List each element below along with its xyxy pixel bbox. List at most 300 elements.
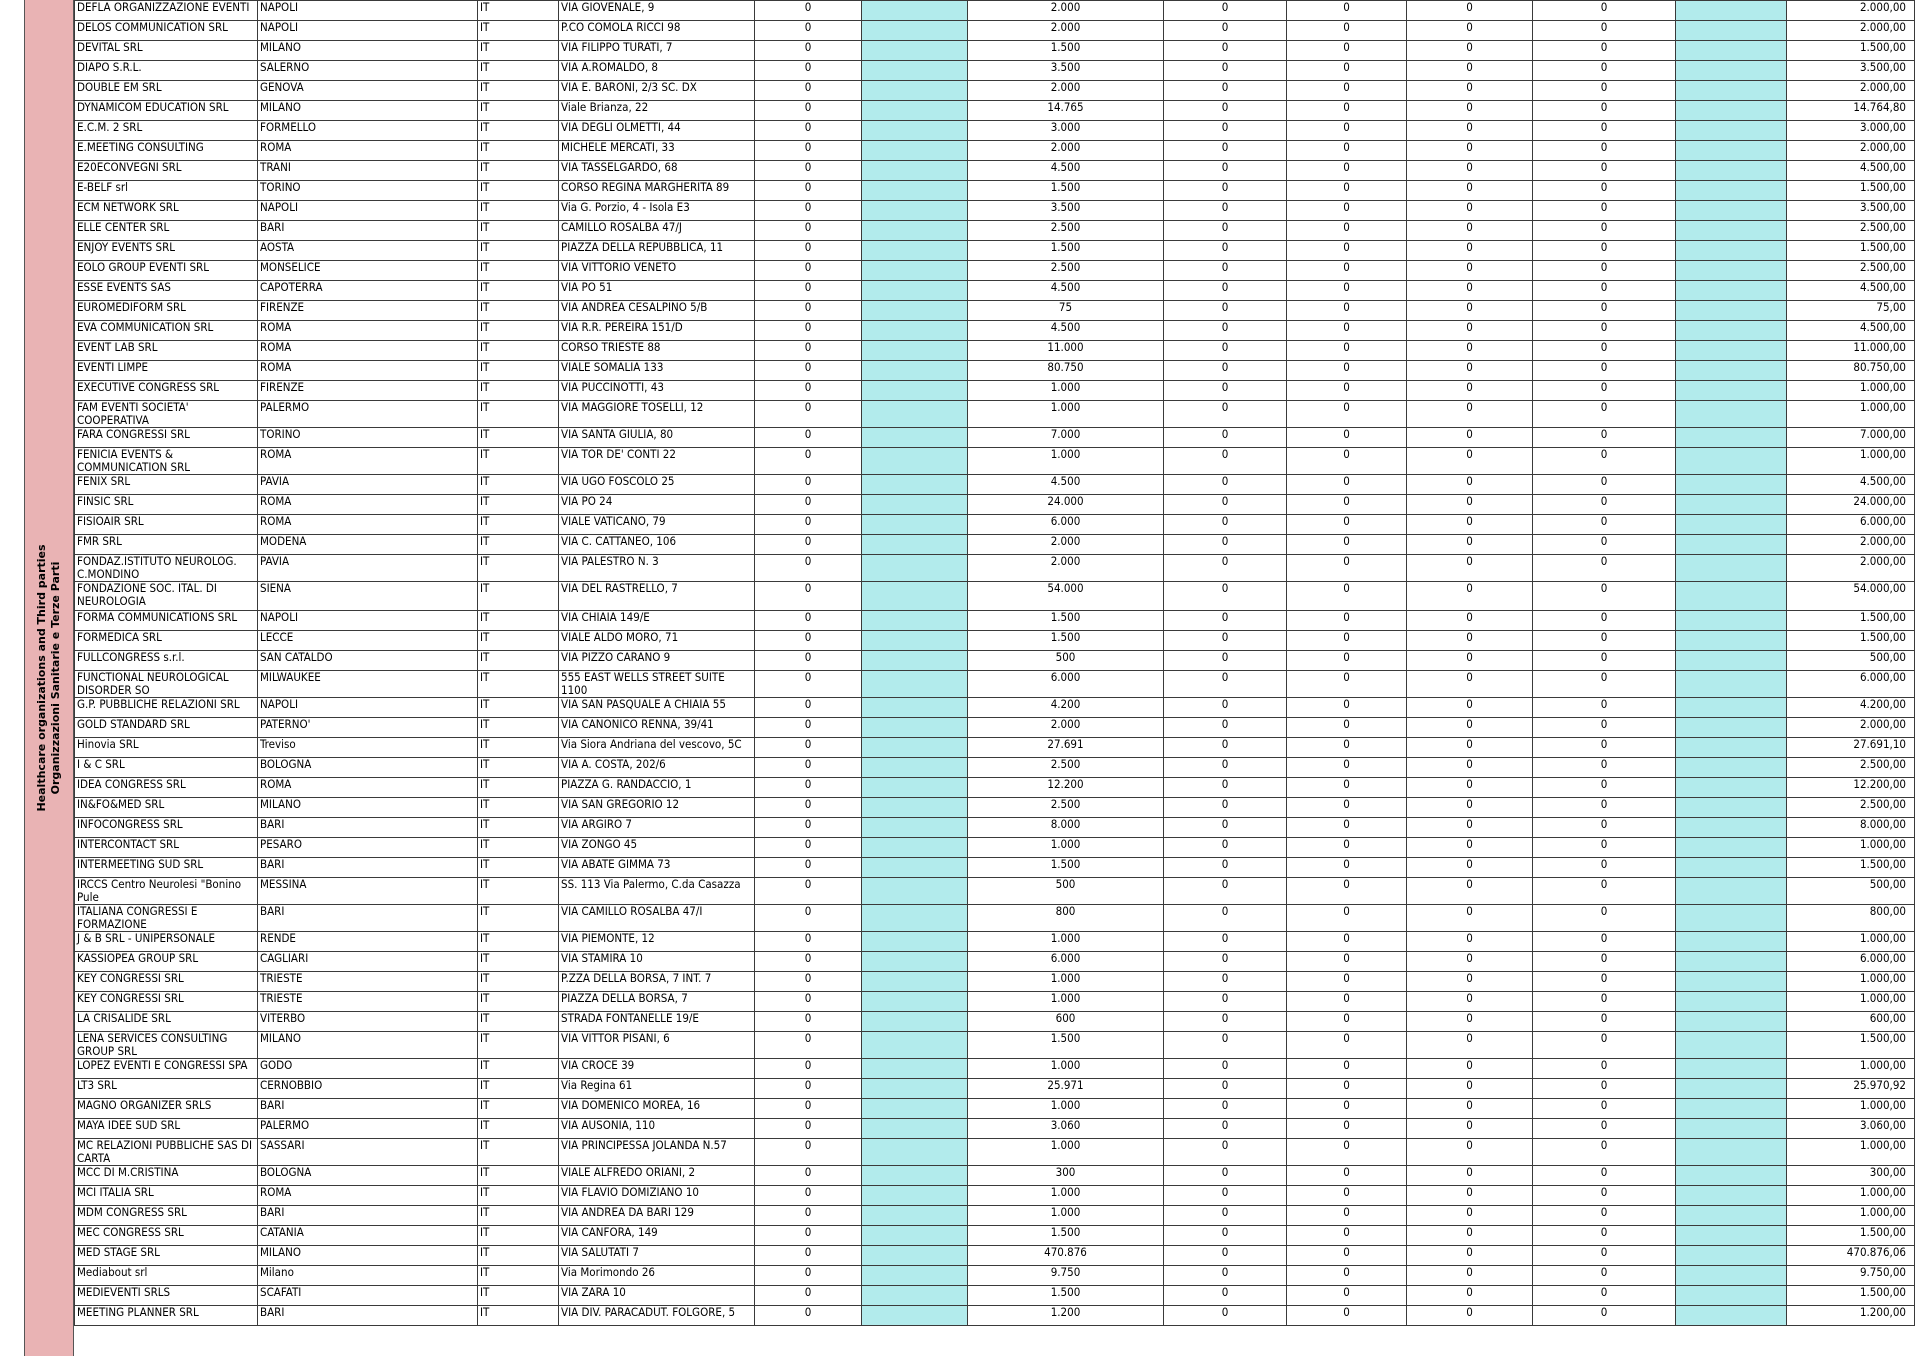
country-cell: IT	[478, 972, 559, 992]
table-row	[75, 905, 1915, 932]
value-cell-6: 0	[1407, 1059, 1533, 1079]
city-cell: PALERMO	[258, 1119, 478, 1139]
value-cell-7: 0	[1533, 281, 1676, 301]
city-cell: GENOVA	[258, 81, 478, 101]
value-cell-7: 0	[1533, 698, 1676, 718]
address-cell: PIAZZA DELLA BORSA, 7	[559, 992, 755, 1012]
value-cell-5: 0	[1287, 878, 1407, 905]
value-cell-6: 0	[1407, 798, 1533, 818]
name-cell: FUNCTIONAL NEUROLOGICAL DISORDER SO	[75, 671, 258, 698]
value-cell-1: 0	[755, 972, 862, 992]
country-cell: IT	[478, 582, 559, 611]
name-cell: E.MEETING CONSULTING	[75, 141, 258, 161]
amount-cell: 1.000	[968, 932, 1164, 952]
address-cell: VIA GIOVENALE, 9	[559, 1, 755, 21]
table-row	[75, 141, 1915, 161]
name-cell: MEC CONGRESS SRL	[75, 1226, 258, 1246]
highlight-cell	[862, 905, 968, 932]
highlight-cell	[1676, 611, 1787, 631]
total-cell: 14.764,80	[1787, 101, 1915, 121]
country-cell: IT	[478, 1266, 559, 1286]
value-cell-5: 0	[1287, 381, 1407, 401]
value-cell-7: 0	[1533, 631, 1676, 651]
value-cell-4: 0	[1164, 1226, 1287, 1246]
highlight-cell	[1676, 1186, 1787, 1206]
value-cell-4: 0	[1164, 41, 1287, 61]
value-cell-6: 0	[1407, 1186, 1533, 1206]
value-cell-4: 0	[1164, 301, 1287, 321]
value-cell-4: 0	[1164, 1079, 1287, 1099]
value-cell-4: 0	[1164, 1032, 1287, 1059]
value-cell-1: 0	[755, 952, 862, 972]
country-cell: IT	[478, 281, 559, 301]
highlight-cell	[1676, 495, 1787, 515]
value-cell-5: 0	[1287, 718, 1407, 738]
table-row	[75, 1286, 1915, 1306]
highlight-cell	[1676, 798, 1787, 818]
value-cell-6: 0	[1407, 651, 1533, 671]
amount-cell: 1.000	[968, 401, 1164, 428]
value-cell-7: 0	[1533, 758, 1676, 778]
highlight-cell	[1676, 992, 1787, 1012]
table-row	[75, 1266, 1915, 1286]
amount-cell: 2.500	[968, 758, 1164, 778]
name-cell: IN&FO&MED SRL	[75, 798, 258, 818]
city-cell: PATERNO'	[258, 718, 478, 738]
city-cell: ROMA	[258, 495, 478, 515]
table-row	[75, 41, 1915, 61]
highlight-cell	[862, 101, 968, 121]
name-cell: FENIX SRL	[75, 475, 258, 495]
name-cell: INTERMEETING SUD SRL	[75, 858, 258, 878]
address-cell: VIA SAN GREGORIO 12	[559, 798, 755, 818]
total-cell: 1.500,00	[1787, 858, 1915, 878]
value-cell-4: 0	[1164, 1, 1287, 21]
value-cell-7: 0	[1533, 428, 1676, 448]
table-row	[75, 698, 1915, 718]
value-cell-1: 0	[755, 301, 862, 321]
value-cell-5: 0	[1287, 631, 1407, 651]
total-cell: 800,00	[1787, 905, 1915, 932]
value-cell-4: 0	[1164, 555, 1287, 582]
value-cell-6: 0	[1407, 21, 1533, 41]
highlight-cell	[1676, 952, 1787, 972]
table-row	[75, 671, 1915, 698]
value-cell-5: 0	[1287, 361, 1407, 381]
address-cell: VIALE ALDO MORO, 71	[559, 631, 755, 651]
highlight-cell	[862, 1119, 968, 1139]
highlight-cell	[862, 535, 968, 555]
highlight-cell	[1676, 1246, 1787, 1266]
table-row	[75, 932, 1915, 952]
city-cell: ROMA	[258, 778, 478, 798]
value-cell-4: 0	[1164, 858, 1287, 878]
value-cell-6: 0	[1407, 321, 1533, 341]
value-cell-4: 0	[1164, 535, 1287, 555]
value-cell-5: 0	[1287, 495, 1407, 515]
country-cell: IT	[478, 401, 559, 428]
amount-cell: 4.200	[968, 698, 1164, 718]
value-cell-5: 0	[1287, 221, 1407, 241]
value-cell-4: 0	[1164, 121, 1287, 141]
value-cell-4: 0	[1164, 932, 1287, 952]
value-cell-7: 0	[1533, 1226, 1676, 1246]
amount-cell: 1.500	[968, 631, 1164, 651]
highlight-cell	[862, 221, 968, 241]
city-cell: NAPOLI	[258, 201, 478, 221]
value-cell-1: 0	[755, 281, 862, 301]
value-cell-7: 0	[1533, 651, 1676, 671]
highlight-cell	[862, 241, 968, 261]
address-cell: VIA TOR DE' CONTI 22	[559, 448, 755, 475]
table-body	[75, 1, 1915, 1326]
value-cell-6: 0	[1407, 631, 1533, 651]
value-cell-4: 0	[1164, 972, 1287, 992]
name-cell: EXECUTIVE CONGRESS SRL	[75, 381, 258, 401]
highlight-cell	[1676, 428, 1787, 448]
value-cell-6: 0	[1407, 818, 1533, 838]
value-cell-5: 0	[1287, 1099, 1407, 1119]
country-cell: IT	[478, 41, 559, 61]
country-cell: IT	[478, 21, 559, 41]
value-cell-1: 0	[755, 21, 862, 41]
value-cell-1: 0	[755, 1186, 862, 1206]
name-cell: MAYA IDEE SUD SRL	[75, 1119, 258, 1139]
table-row	[75, 341, 1915, 361]
city-cell: RENDE	[258, 932, 478, 952]
country-cell: IT	[478, 631, 559, 651]
total-cell: 500,00	[1787, 878, 1915, 905]
value-cell-1: 0	[755, 1012, 862, 1032]
total-cell: 2.500,00	[1787, 261, 1915, 281]
value-cell-1: 0	[755, 241, 862, 261]
total-cell: 600,00	[1787, 1012, 1915, 1032]
value-cell-1: 0	[755, 698, 862, 718]
total-cell: 7.000,00	[1787, 428, 1915, 448]
country-cell: IT	[478, 381, 559, 401]
highlight-cell	[1676, 778, 1787, 798]
city-cell: FORMELLO	[258, 121, 478, 141]
name-cell: I & C SRL	[75, 758, 258, 778]
value-cell-7: 0	[1533, 1032, 1676, 1059]
value-cell-5: 0	[1287, 201, 1407, 221]
value-cell-7: 0	[1533, 838, 1676, 858]
value-cell-4: 0	[1164, 952, 1287, 972]
total-cell: 6.000,00	[1787, 952, 1915, 972]
city-cell: MODENA	[258, 535, 478, 555]
name-cell: FULLCONGRESS s.r.l.	[75, 651, 258, 671]
address-cell: VIA PO 51	[559, 281, 755, 301]
country-cell: IT	[478, 858, 559, 878]
country-cell: IT	[478, 1286, 559, 1306]
highlight-cell	[862, 671, 968, 698]
total-cell: 1.000,00	[1787, 381, 1915, 401]
highlight-cell	[1676, 878, 1787, 905]
total-cell: 1.000,00	[1787, 838, 1915, 858]
city-cell: VITERBO	[258, 1012, 478, 1032]
table-row	[75, 61, 1915, 81]
value-cell-1: 0	[755, 201, 862, 221]
value-cell-1: 0	[755, 361, 862, 381]
value-cell-7: 0	[1533, 798, 1676, 818]
highlight-cell	[1676, 555, 1787, 582]
value-cell-1: 0	[755, 535, 862, 555]
highlight-cell	[1676, 818, 1787, 838]
highlight-cell	[862, 972, 968, 992]
name-cell: MCI ITALIA SRL	[75, 1186, 258, 1206]
value-cell-1: 0	[755, 932, 862, 952]
value-cell-4: 0	[1164, 281, 1287, 301]
name-cell: DIAPO S.R.L.	[75, 61, 258, 81]
name-cell: ESSE EVENTS SAS	[75, 281, 258, 301]
highlight-cell	[1676, 972, 1787, 992]
amount-cell: 1.200	[968, 1306, 1164, 1326]
amount-cell: 600	[968, 1012, 1164, 1032]
table-row	[75, 972, 1915, 992]
city-cell: SIENA	[258, 582, 478, 611]
value-cell-6: 0	[1407, 475, 1533, 495]
value-cell-4: 0	[1164, 161, 1287, 181]
value-cell-7: 0	[1533, 582, 1676, 611]
amount-cell: 2.000	[968, 1, 1164, 21]
table-row	[75, 1186, 1915, 1206]
value-cell-5: 0	[1287, 341, 1407, 361]
name-cell: LT3 SRL	[75, 1079, 258, 1099]
table-row	[75, 281, 1915, 301]
amount-cell: 500	[968, 878, 1164, 905]
value-cell-7: 0	[1533, 1079, 1676, 1099]
highlight-cell	[862, 475, 968, 495]
country-cell: IT	[478, 161, 559, 181]
city-cell: NAPOLI	[258, 1, 478, 21]
address-cell: VIA ZONGO 45	[559, 838, 755, 858]
name-cell: Hinovia SRL	[75, 738, 258, 758]
country-cell: IT	[478, 515, 559, 535]
total-cell: 2.000,00	[1787, 141, 1915, 161]
value-cell-7: 0	[1533, 515, 1676, 535]
highlight-cell	[1676, 932, 1787, 952]
value-cell-4: 0	[1164, 778, 1287, 798]
address-cell: P.CO COMOLA RICCI 98	[559, 21, 755, 41]
name-cell: FENICIA EVENTS & COMMUNICATION SRL	[75, 448, 258, 475]
amount-cell: 3.000	[968, 121, 1164, 141]
address-cell: CORSO TRIESTE 88	[559, 341, 755, 361]
value-cell-5: 0	[1287, 758, 1407, 778]
country-cell: IT	[478, 1012, 559, 1032]
value-cell-6: 0	[1407, 718, 1533, 738]
highlight-cell	[862, 952, 968, 972]
table-row	[75, 631, 1915, 651]
value-cell-5: 0	[1287, 101, 1407, 121]
highlight-cell	[1676, 261, 1787, 281]
value-cell-4: 0	[1164, 1286, 1287, 1306]
value-cell-7: 0	[1533, 401, 1676, 428]
name-cell: DEFLA ORGANIZZAZIONE EVENTI	[75, 1, 258, 21]
amount-cell: 2.500	[968, 798, 1164, 818]
highlight-cell	[862, 818, 968, 838]
value-cell-6: 0	[1407, 241, 1533, 261]
country-cell: IT	[478, 535, 559, 555]
value-cell-1: 0	[755, 798, 862, 818]
address-cell: VIA ANDREA DA BARI 129	[559, 1206, 755, 1226]
total-cell: 500,00	[1787, 651, 1915, 671]
country-cell: IT	[478, 141, 559, 161]
highlight-cell	[862, 1166, 968, 1186]
table-row	[75, 21, 1915, 41]
amount-cell: 300	[968, 1166, 1164, 1186]
address-cell: VIA PRINCIPESSA JOLANDA N.57	[559, 1139, 755, 1166]
value-cell-5: 0	[1287, 1206, 1407, 1226]
address-cell: VIA SANTA GIULIA, 80	[559, 428, 755, 448]
country-cell: IT	[478, 932, 559, 952]
value-cell-5: 0	[1287, 121, 1407, 141]
amount-cell: 12.200	[968, 778, 1164, 798]
value-cell-7: 0	[1533, 992, 1676, 1012]
highlight-cell	[862, 698, 968, 718]
value-cell-5: 0	[1287, 798, 1407, 818]
amount-cell: 7.000	[968, 428, 1164, 448]
highlight-cell	[862, 838, 968, 858]
city-cell: Milano	[258, 1266, 478, 1286]
city-cell: BARI	[258, 818, 478, 838]
value-cell-6: 0	[1407, 1246, 1533, 1266]
total-cell: 9.750,00	[1787, 1266, 1915, 1286]
name-cell: FARA CONGRESSI SRL	[75, 428, 258, 448]
value-cell-6: 0	[1407, 448, 1533, 475]
name-cell: ENJOY EVENTS SRL	[75, 241, 258, 261]
highlight-cell	[1676, 1266, 1787, 1286]
country-cell: IT	[478, 798, 559, 818]
highlight-cell	[1676, 141, 1787, 161]
total-cell: 3.500,00	[1787, 61, 1915, 81]
highlight-cell	[862, 718, 968, 738]
city-cell: MILANO	[258, 798, 478, 818]
address-cell: PIAZZA G. RANDACCIO, 1	[559, 778, 755, 798]
value-cell-5: 0	[1287, 321, 1407, 341]
total-cell: 2.000,00	[1787, 718, 1915, 738]
table-row	[75, 738, 1915, 758]
country-cell: IT	[478, 671, 559, 698]
value-cell-1: 0	[755, 101, 862, 121]
value-cell-1: 0	[755, 1226, 862, 1246]
table-row	[75, 992, 1915, 1012]
value-cell-4: 0	[1164, 838, 1287, 858]
value-cell-4: 0	[1164, 1139, 1287, 1166]
highlight-cell	[862, 381, 968, 401]
total-cell: 470.876,06	[1787, 1246, 1915, 1266]
address-cell: CAMILLO ROSALBA 47/J	[559, 221, 755, 241]
city-cell: ROMA	[258, 448, 478, 475]
value-cell-5: 0	[1287, 818, 1407, 838]
value-cell-5: 0	[1287, 738, 1407, 758]
value-cell-4: 0	[1164, 738, 1287, 758]
city-cell: BARI	[258, 1099, 478, 1119]
name-cell: ELLE CENTER SRL	[75, 221, 258, 241]
country-cell: IT	[478, 101, 559, 121]
value-cell-7: 0	[1533, 181, 1676, 201]
table-row	[75, 1099, 1915, 1119]
highlight-cell	[862, 495, 968, 515]
name-cell: E20ECONVEGNI SRL	[75, 161, 258, 181]
address-cell: VIA R.R. PEREIRA 151/D	[559, 321, 755, 341]
value-cell-7: 0	[1533, 1119, 1676, 1139]
highlight-cell	[1676, 535, 1787, 555]
country-cell: IT	[478, 838, 559, 858]
value-cell-1: 0	[755, 401, 862, 428]
address-cell: VIA ABATE GIMMA 73	[559, 858, 755, 878]
value-cell-6: 0	[1407, 281, 1533, 301]
highlight-cell	[862, 631, 968, 651]
value-cell-5: 0	[1287, 905, 1407, 932]
country-cell: IT	[478, 738, 559, 758]
table-row	[75, 555, 1915, 582]
value-cell-4: 0	[1164, 101, 1287, 121]
city-cell: ROMA	[258, 141, 478, 161]
value-cell-6: 0	[1407, 41, 1533, 61]
highlight-cell	[1676, 905, 1787, 932]
value-cell-1: 0	[755, 81, 862, 101]
highlight-cell	[1676, 221, 1787, 241]
city-cell: SAN CATALDO	[258, 651, 478, 671]
value-cell-5: 0	[1287, 301, 1407, 321]
country-cell: IT	[478, 201, 559, 221]
value-cell-4: 0	[1164, 21, 1287, 41]
table-row	[75, 201, 1915, 221]
name-cell: EVA COMMUNICATION SRL	[75, 321, 258, 341]
total-cell: 1.000,00	[1787, 972, 1915, 992]
value-cell-7: 0	[1533, 361, 1676, 381]
name-cell: EVENT LAB SRL	[75, 341, 258, 361]
country-cell: IT	[478, 1139, 559, 1166]
amount-cell: 2.000	[968, 555, 1164, 582]
value-cell-4: 0	[1164, 361, 1287, 381]
address-cell: VIA FLAVIO DOMIZIANO 10	[559, 1186, 755, 1206]
country-cell: IT	[478, 778, 559, 798]
total-cell: 4.200,00	[1787, 698, 1915, 718]
country-cell: IT	[478, 1186, 559, 1206]
value-cell-6: 0	[1407, 952, 1533, 972]
address-cell: CORSO REGINA MARGHERITA 89	[559, 181, 755, 201]
address-cell: VIA VITTOR PISANI, 6	[559, 1032, 755, 1059]
name-cell: GOLD STANDARD SRL	[75, 718, 258, 738]
total-cell: 1.000,00	[1787, 1139, 1915, 1166]
value-cell-4: 0	[1164, 718, 1287, 738]
country-cell: IT	[478, 121, 559, 141]
amount-cell: 1.000	[968, 1059, 1164, 1079]
value-cell-7: 0	[1533, 778, 1676, 798]
value-cell-1: 0	[755, 611, 862, 631]
city-cell: MILWAUKEE	[258, 671, 478, 698]
value-cell-5: 0	[1287, 261, 1407, 281]
highlight-cell	[862, 778, 968, 798]
city-cell: BARI	[258, 1306, 478, 1326]
total-cell: 2.000,00	[1787, 555, 1915, 582]
address-cell: VIA VITTORIO VENETO	[559, 261, 755, 281]
amount-cell: 27.691	[968, 738, 1164, 758]
city-cell: BARI	[258, 858, 478, 878]
value-cell-5: 0	[1287, 778, 1407, 798]
name-cell: LENA SERVICES CONSULTING GROUP SRL	[75, 1032, 258, 1059]
highlight-cell	[862, 281, 968, 301]
total-cell: 80.750,00	[1787, 361, 1915, 381]
address-cell: VIA PO 24	[559, 495, 755, 515]
address-cell: VIA AUSONIA, 110	[559, 1119, 755, 1139]
value-cell-7: 0	[1533, 1186, 1676, 1206]
value-cell-1: 0	[755, 1286, 862, 1306]
highlight-cell	[1676, 515, 1787, 535]
total-cell: 75,00	[1787, 301, 1915, 321]
value-cell-4: 0	[1164, 401, 1287, 428]
